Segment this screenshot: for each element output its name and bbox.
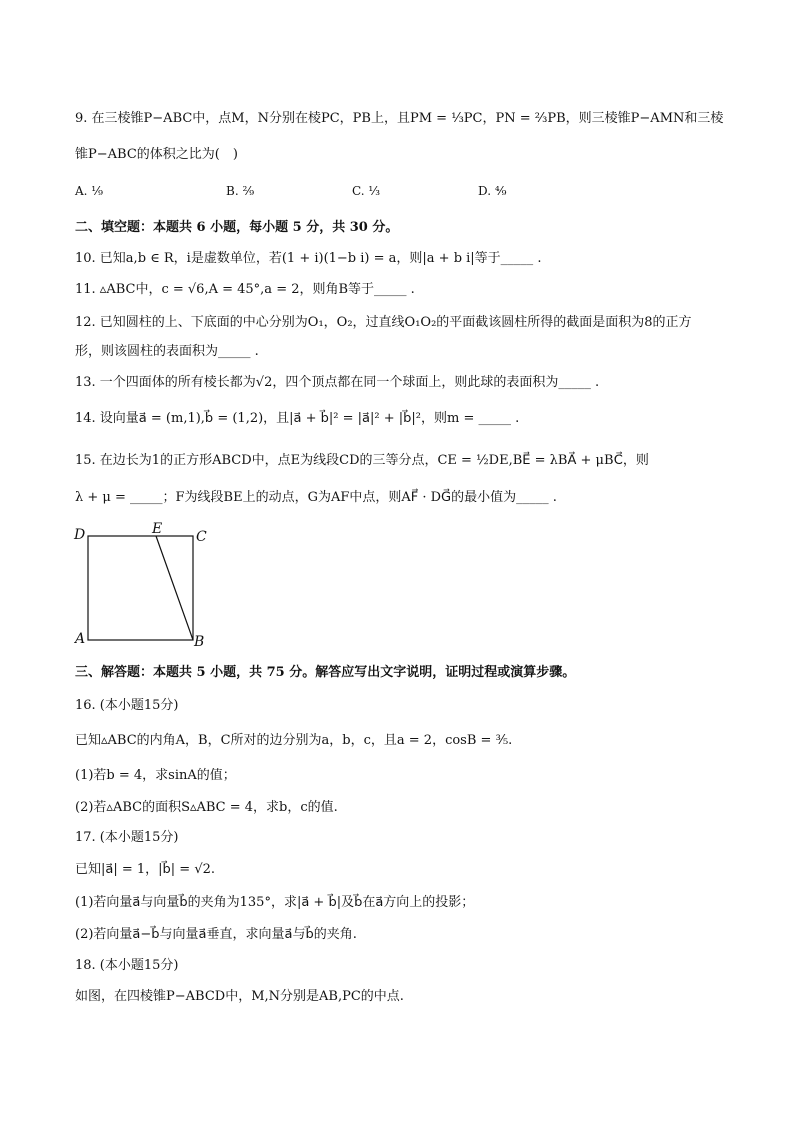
section-3-heading: 三、解答题：本题共 5 小题，共 75 分。解答应写出文字说明，证明过程或演算步骤。 bbox=[75, 665, 576, 680]
q16-part2: (2)若▵ABC的面积S▵ABC = 4，求b，c的值. bbox=[75, 800, 338, 815]
label-b: B bbox=[194, 634, 205, 650]
label-d: D bbox=[74, 527, 86, 543]
q18-heading: 18. (本小题15分) bbox=[75, 958, 179, 973]
q16-heading: 16. (本小题15分) bbox=[75, 698, 179, 713]
label-c: C bbox=[196, 529, 207, 545]
q17-heading: 17. (本小题15分) bbox=[75, 830, 179, 845]
label-a: A bbox=[75, 631, 86, 647]
q16-part1: (1)若b = 4，求sinA的值； bbox=[75, 768, 236, 783]
q17-stem: 已知|a⃗| = 1，|b⃗| = √2. bbox=[75, 862, 216, 877]
q16-stem: 已知▵ABC的内角A，B，C所对的边分别为a，b，c，且a = 2，cosB = ³⁄₅. bbox=[75, 733, 513, 748]
question-14: 14. 设向量a⃗ = (m,1),b⃗ = (1,2)，且|a⃗ + b⃗|² = |a⃗|² + |b⃗|²，则m = _____ . bbox=[75, 411, 520, 426]
q9-option-a: A. ¹⁄₉ bbox=[75, 184, 103, 198]
q12-line1: 12. 已知圆柱的上、下底面的中心分别为O₁，O₂，过直线O₁O₂的平面截该圆柱所得的截面是面积为8的正方 bbox=[75, 315, 692, 330]
segment-be bbox=[156, 536, 193, 640]
square-abcd-figure bbox=[70, 522, 220, 652]
question-10: 10. 已知a,b ∈ R，i是虚数单位，若(1 + i)(1−b i) = a，则|a + b i|等于_____ . bbox=[75, 251, 542, 266]
q17-part2: (2)若向量a⃗−b⃗与向量a⃗垂直，求向量a⃗与b⃗的夹角. bbox=[75, 927, 357, 942]
label-e: E bbox=[152, 522, 163, 537]
q12-line2: 形，则该圆柱的表面积为_____ . bbox=[75, 344, 259, 359]
q17-part1: (1)若向量a⃗与向量b⃗的夹角为135°，求|a⃗ + b⃗|及b⃗在a⃗方向上的投影； bbox=[75, 895, 475, 910]
q15-line2: λ + μ = _____；F为线段BE上的动点，G为AF中点，则AF⃗ · DG⃗的最小值为_____ . bbox=[75, 490, 557, 505]
q9-option-c: C. ¹⁄₃ bbox=[352, 184, 381, 198]
question-11: 11. ▵ABC中，c = √6,A = 45°,a = 2，则角B等于_____ . bbox=[75, 282, 415, 297]
q18-stem: 如图，在四棱锥P−ABCD中，M,N分别是AB,PC的中点. bbox=[75, 989, 404, 1004]
section-2-heading: 二、填空题：本题共 6 小题，每小题 5 分，共 30 分。 bbox=[75, 220, 399, 235]
question-13: 13. 一个四面体的所有棱长都为√2，四个顶点都在同一个球面上，则此球的表面积为_____ . bbox=[75, 375, 600, 390]
q9-stem-line1: 9. 在三棱锥P−ABC中，点M，N分别在棱PC，PB上，且PM = ¹⁄₃PC，PN = ²⁄₃PB，则三棱锥P−AMN和三棱 bbox=[75, 111, 724, 126]
square-abcd bbox=[88, 536, 193, 640]
q9-option-d: D. ⁴⁄₉ bbox=[478, 184, 507, 198]
q9-stem-line2: 锥P−ABC的体积之比为( ) bbox=[75, 147, 238, 162]
q9-option-b: B. ²⁄₉ bbox=[226, 184, 255, 198]
q15-line1: 15. 在边长为1的正方形ABCD中，点E为线段CD的三等分点，CE = ½DE,BE⃗ = λBA⃗ + μBC⃗，则 bbox=[75, 453, 649, 468]
